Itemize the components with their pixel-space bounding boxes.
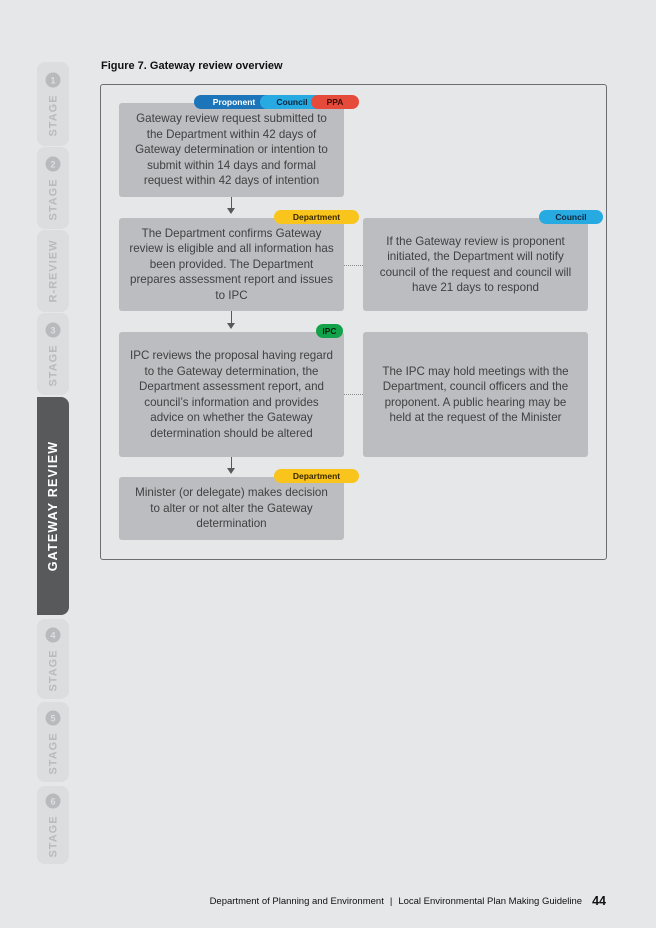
tab-stage-3[interactable]: [37, 313, 69, 395]
tab-label: STAGE: [47, 814, 60, 858]
tab-label: STAGE: [47, 93, 60, 137]
step-text: Minister (or delegate) makes decision to alter or not alter the Gateway determination: [135, 486, 328, 531]
note-text: The IPC may hold meetings with the Department, council officers and the proponent. A public hearing may be held at the request of the Minister: [382, 364, 569, 424]
badge-council: Council: [260, 95, 324, 109]
footer-guide: Local Environmental Plan Making Guideline: [398, 895, 583, 907]
step-department-confirms: [119, 218, 344, 311]
tab-gateway-review[interactable]: [37, 397, 69, 615]
note-text: If the Gateway review is proponent initiated, the Department will notify council of the request and council will have 21 days to respond: [379, 234, 572, 294]
tab-stage-1[interactable]: [37, 62, 69, 146]
page-footer: [210, 894, 606, 908]
tab-label: STAGE: [47, 343, 60, 387]
badge-department: Department: [274, 210, 359, 224]
tab-label: R-REVIEW: [47, 239, 59, 303]
note-ipc-meetings: [363, 332, 588, 457]
tab-label: STAGE: [47, 731, 60, 775]
tab-number: 4: [46, 627, 61, 642]
tab-stage-4[interactable]: [37, 619, 69, 699]
badge-proponent: Proponent: [194, 95, 274, 109]
connector-dotted: [344, 265, 363, 266]
tab-label: STAGE: [47, 177, 60, 221]
tab-number: 3: [46, 322, 61, 337]
tab-number: 1: [46, 72, 61, 87]
figure-title: Figure 7. Gateway review overview: [101, 60, 283, 72]
tab-r-review[interactable]: [37, 230, 69, 312]
badge-council-note: Council: [539, 210, 603, 224]
tab-number: 2: [46, 156, 61, 171]
step-text: IPC reviews the proposal having regard to the Gateway determination, the Department assessment report, and council’s information and provides advice on whether the Gateway determination should be altered: [130, 349, 333, 440]
step-text: The Department confirms Gateway review is eligible and all information has been provided. The Department prepares assessment report and issues to IPC: [129, 226, 334, 302]
tab-number: 6: [46, 793, 61, 808]
badge-ppa: PPA: [311, 95, 359, 109]
step-text: Gateway review request submitted to the Department within 42 days of Gateway determination or intention to submit within 14 days and formal request within 42 days of intention: [135, 112, 328, 188]
tab-stage-5[interactable]: [37, 702, 69, 782]
step-minister-decision: [119, 477, 344, 540]
tab-stage-2[interactable]: [37, 147, 69, 229]
badge-ipc: IPC: [316, 324, 343, 338]
step-ipc-reviews: [119, 332, 344, 457]
footer-org: Department of Planning and Environment: [209, 895, 384, 907]
step-submit-request: [119, 103, 344, 197]
tab-stage-6[interactable]: [37, 786, 69, 864]
footer-separator: |: [389, 895, 393, 907]
page-number: 44: [592, 894, 606, 908]
badge-department-final: Department: [274, 469, 359, 483]
note-council-notified: [363, 218, 588, 311]
tab-label: STAGE: [47, 648, 60, 692]
tab-label: GATEWAY REVIEW: [46, 440, 61, 572]
connector-dotted: [344, 394, 363, 395]
tab-number: 5: [46, 710, 61, 725]
